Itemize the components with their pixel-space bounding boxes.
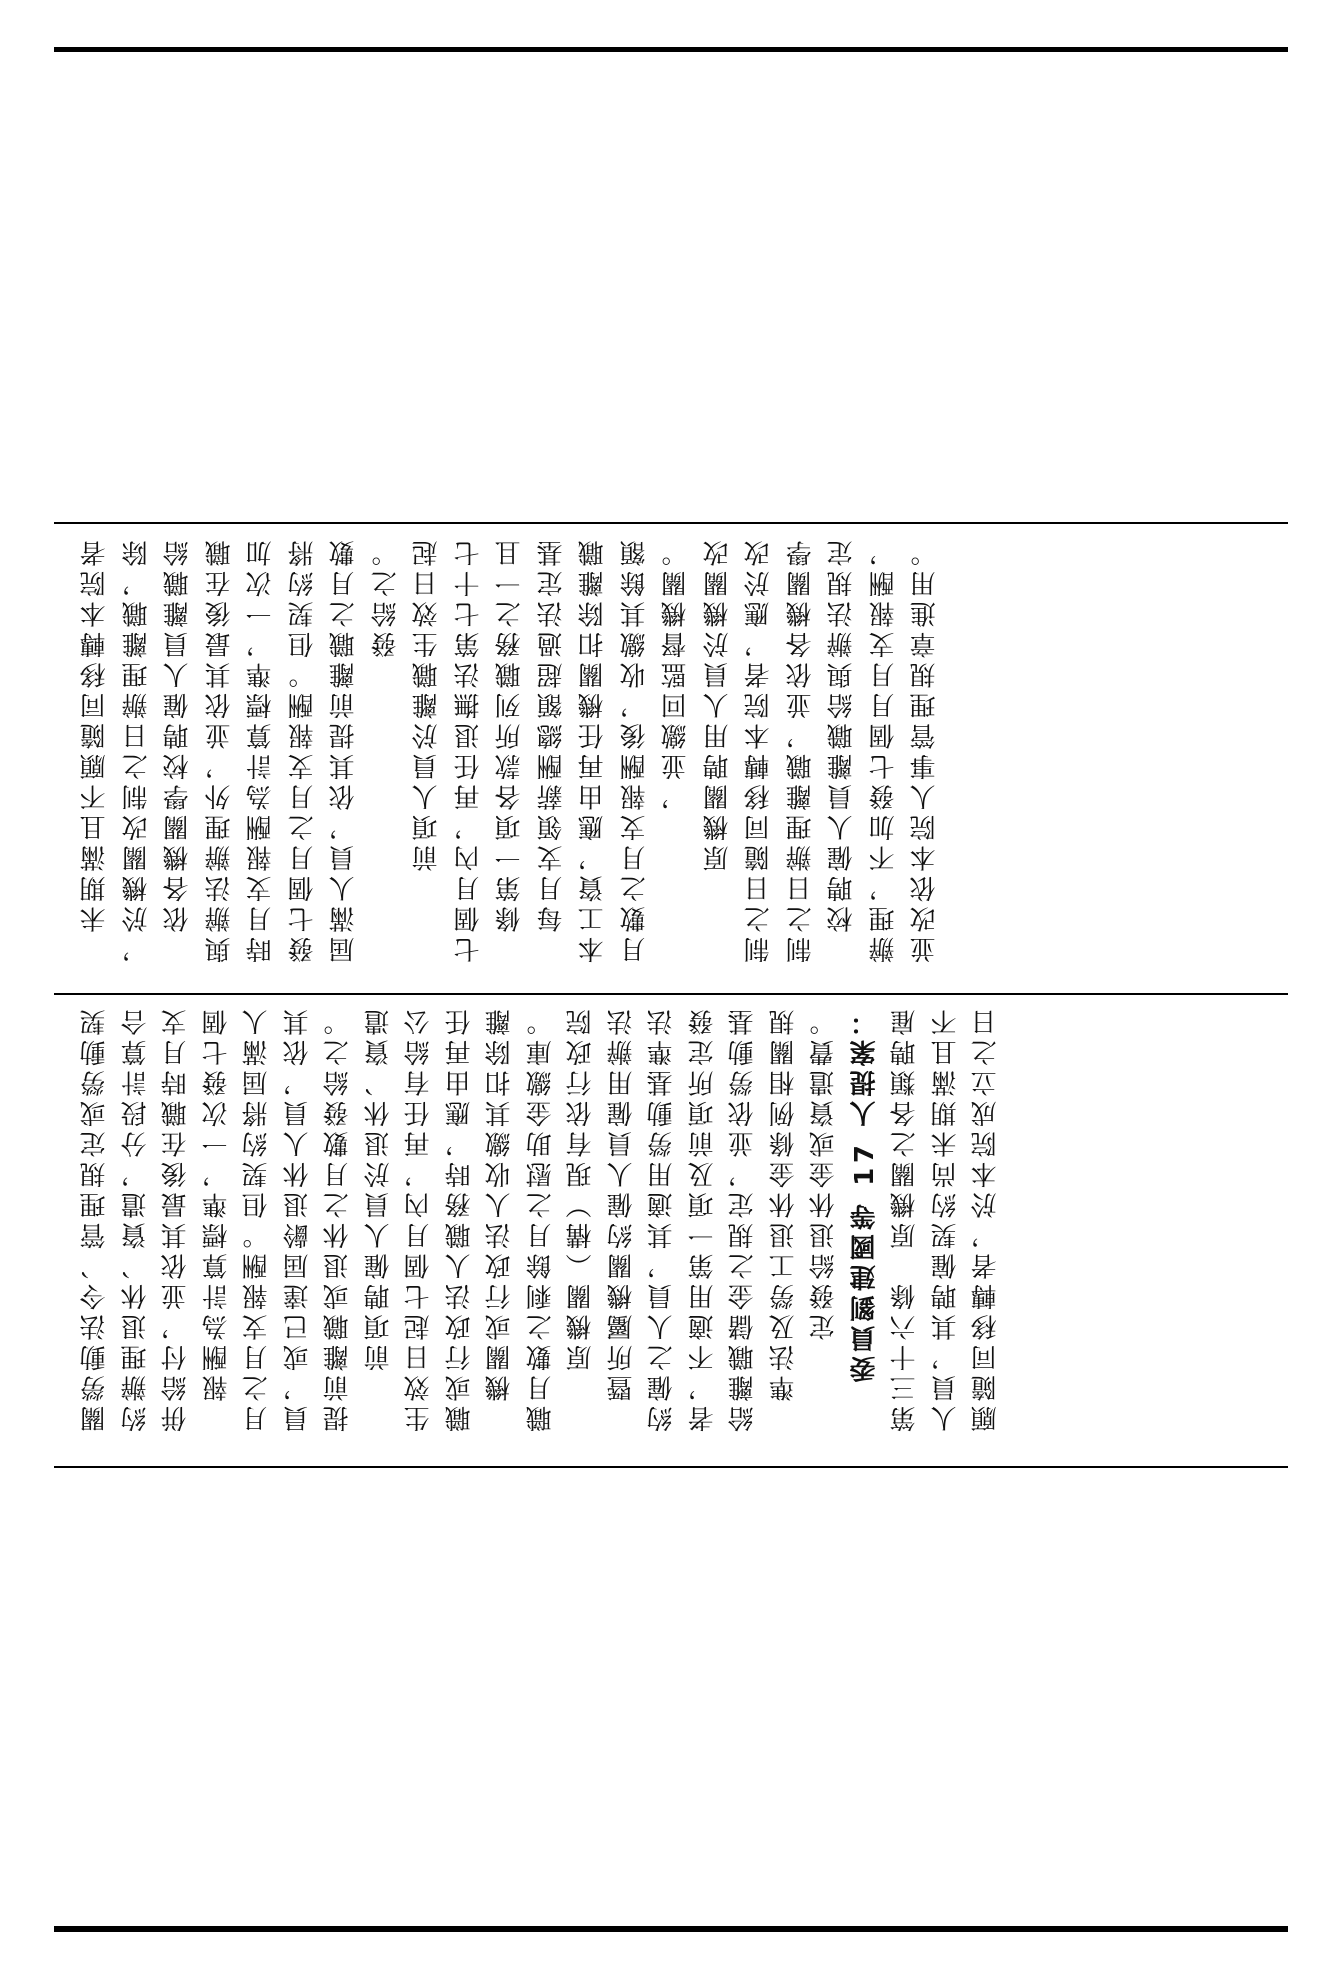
text-column: 前項聘僱人員於退休、資遣: [363, 1005, 394, 1402]
text-column: ，並繳回監督機關。: [661, 536, 691, 811]
text-column: 願隨同移轉者，於本院成立之日: [971, 1005, 1001, 1432]
top-rule: [54, 47, 1288, 52]
lower-divider: [54, 1466, 1288, 1468]
text-column: 給離職儲金之規定，並依勞動基: [728, 1005, 758, 1432]
bottom-rule: [54, 1926, 1288, 1932]
text-column: 員，或已達屆齡退休人員，依其: [282, 1005, 313, 1432]
text-column: ，於機關改制之日辦理離職，除: [121, 536, 152, 963]
text-column: 前項人員於離職生效日起: [412, 536, 442, 902]
middle-divider: [54, 993, 1288, 995]
text-column: 者，不適用第一項及前項所定發: [687, 1005, 718, 1432]
text-column: 制之日辦理離職，並依各機關學: [785, 536, 816, 963]
text-column: 準法及勞工退休金條例相關規: [768, 1005, 799, 1402]
text-column: 職或行政法人職務時，應由再任: [444, 1005, 475, 1432]
text-column: 原機關（構）現有依行政院: [566, 1005, 596, 1402]
text-column: 制之日隨同移轉本院者，應於改: [744, 536, 774, 963]
upper-divider: [54, 522, 1288, 524]
text-column: 報酬為計算標準，一次發七個: [201, 1005, 232, 1402]
text-column: 條第一項各款所列職務之一且: [495, 536, 525, 933]
text-column: 約辦理退休、資遣，分段計算合: [120, 1005, 151, 1432]
text-column: 發七個月之月支報酬。但契約將: [287, 536, 318, 963]
text-column: 月數之月支報酬後，收繳其餘額: [619, 536, 650, 963]
text-column: 未期滿且不願隨同移轉本院者: [80, 536, 110, 933]
text-column: 屆滿人員，依其提前離職之月數: [329, 536, 359, 963]
text-column: 辦理，不加發七個月月支報酬，: [868, 536, 899, 963]
text-column: 月之月支報酬。但契約將屆滿人: [242, 1005, 272, 1432]
text-column: 並改依本院人事管理規章進用。: [910, 536, 940, 963]
text-column: 本工資，應由再任機關扣除離職: [578, 536, 608, 963]
text-column: 七個月內，再任退撫法第七十七: [453, 536, 484, 963]
text-column: 委員劉建國等 17 人提案：: [849, 1005, 880, 1383]
text-column: 依各機關學校聘僱人員離職給: [163, 536, 193, 933]
text-column: 校聘僱人員離職給與辦法規定: [827, 536, 857, 933]
text-column: 約僱之人員，其適用勞動基準法: [647, 1005, 677, 1432]
text-column: 暨所屬機關約僱人員僱用辦法: [606, 1005, 637, 1402]
upper-text-block: [54, 526, 1288, 990]
text-column: 第三十六條 原機關之各類聘雇: [890, 1005, 920, 1432]
text-column: 每月支領薪酬總額超過法定基: [536, 536, 567, 933]
text-column: 定發給退休金或資遣費。: [809, 1005, 839, 1341]
text-column: 併給付，並依其最後在職時月支: [161, 1005, 191, 1432]
text-column: 關勞動法令、管理規定或勞動契: [80, 1005, 110, 1432]
text-column: 發給之。: [370, 536, 401, 658]
text-column: 人員，其聘僱契約尚未期滿且不: [930, 1005, 961, 1432]
text-column: 職月數之剩餘月之慰助金繳庫。: [525, 1005, 556, 1432]
text-column: 與辦法辦理外，並依其最後在職: [204, 536, 235, 963]
text-column: 機關或行政法人收繳其扣除離: [485, 1005, 515, 1402]
text-column: 提前離職或退休之月數發給之。: [323, 1005, 353, 1432]
text-column: 生效日起七個月內，再任有給公: [404, 1005, 434, 1432]
text-column: 原機關聘用人員於機關改: [702, 536, 733, 902]
text-column: 時月支報酬為計算標準，一次加: [246, 536, 276, 963]
lower-text-block: [54, 997, 1288, 1463]
